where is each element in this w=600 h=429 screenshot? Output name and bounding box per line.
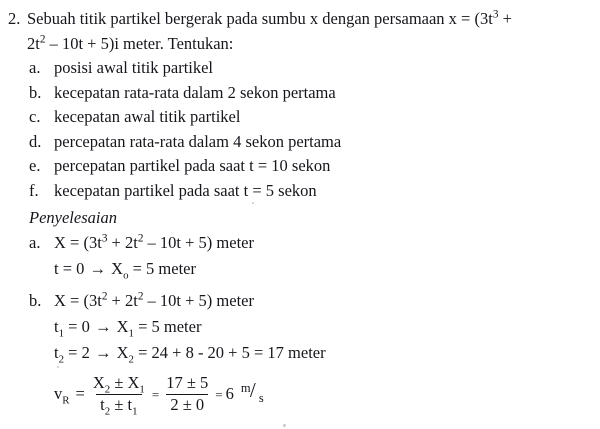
- step-a-exponent-2: 2: [137, 232, 144, 245]
- solution-step-b: [0, 288, 600, 314]
- step-a-cont-pre: t = 0: [54, 259, 89, 279]
- solution-heading: Penyelesaian: [29, 207, 117, 227]
- sub-item-text-b: kecepatan rata-rata dalam 2 sekon pertama: [54, 82, 336, 102]
- frac1-den-pre: t: [100, 394, 105, 414]
- problem-statement-row: [0, 6, 600, 56]
- fraction-numerator-1: [89, 373, 149, 396]
- sub-item-label-e: e.: [29, 156, 41, 176]
- unit-slash-icon: /: [249, 378, 256, 403]
- step-b-l2-pre: t: [54, 343, 59, 363]
- problem-number: 2.: [8, 9, 21, 28]
- problem-line2-pre: 2t: [27, 34, 40, 53]
- velocity-symbol: [54, 384, 72, 407]
- solution-step-a: [0, 230, 600, 256]
- step-b-l1-sub-2: 1: [128, 327, 134, 340]
- step-b-l1-sub-1: 1: [58, 327, 65, 340]
- list-item: [0, 105, 600, 130]
- solution-step-b-line1: [0, 314, 600, 340]
- list-item: [0, 179, 600, 204]
- step-a-cont-post: = 5 meter: [128, 259, 196, 279]
- list-item: [0, 130, 600, 155]
- unit-meters-per-second: [240, 378, 267, 407]
- fraction-displacement-over-time: [89, 373, 149, 417]
- solution-step-a-continuation: [0, 256, 600, 282]
- list-item: [0, 81, 600, 106]
- list-item: [0, 56, 600, 81]
- right-arrow-icon: →: [94, 343, 112, 363]
- step-b-l1-post: = 5 meter: [133, 317, 202, 337]
- step-a-cont-mid: X: [107, 259, 124, 279]
- problem-line2-exponent: 2: [39, 33, 46, 46]
- solution-step-b-line2: [0, 340, 600, 366]
- result-value: 6: [225, 384, 234, 404]
- list-item: [0, 154, 600, 179]
- sub-item-text-a: posisi awal titik partikel: [54, 58, 214, 77]
- problem-line1-pre: Sebuah titik partikel bergerak pada sumbu x dengan persamaan x = (3t: [27, 9, 493, 28]
- sub-item-label-b: b.: [29, 82, 42, 102]
- equals-sign-3: =: [215, 387, 223, 403]
- fraction-numerator-2: 17 ± 5: [166, 373, 209, 393]
- step-b-l2-post: = 24 + 8 - 20 + 5 = 17 meter: [133, 343, 326, 363]
- fraction-denominator-2: 2 ± 0: [166, 394, 208, 414]
- frac1-num-sub-1: 2: [104, 383, 111, 396]
- scan-speck: [283, 424, 286, 427]
- sub-item-text-c: kecepatan awal titik partikel: [54, 107, 241, 127]
- equals-sign-2: =: [151, 387, 160, 403]
- problem-block: [0, 6, 600, 417]
- right-arrow-icon: →: [89, 259, 107, 279]
- step-a-exponent-1: 3: [101, 232, 108, 245]
- step-b-l2-mid2: X: [112, 343, 129, 363]
- right-arrow-icon: →: [94, 317, 112, 337]
- problem-statement-text: [27, 6, 600, 56]
- step-label-b: b.: [29, 291, 42, 311]
- sub-item-text-f: kecepatan partikel pada saat t = 5 sekon: [54, 180, 317, 200]
- sub-item-text-e: percepatan partikel pada saat t = 10 sekon: [54, 156, 331, 176]
- step-a-eq-pre: X = (3t: [54, 233, 102, 253]
- step-label-a: a.: [29, 233, 41, 253]
- step-b-exponent-1: 2: [101, 290, 108, 303]
- step-b-eq-pre: X = (3t: [54, 291, 102, 311]
- sub-item-label-c: c.: [29, 107, 41, 127]
- sub-item-text-d: percepatan rata-rata dalam 4 sekon pertama: [54, 131, 342, 151]
- step-b-l2-mid: = 2: [64, 343, 94, 363]
- frac1-den-sub-1: 2: [104, 404, 111, 417]
- step-equation-a: [54, 230, 600, 256]
- equals-sign-1: =: [75, 384, 85, 404]
- step-b-l2-sub-2: 2: [128, 353, 134, 366]
- step-b-l1-mid2: X: [112, 317, 129, 337]
- sub-item-label-d: d.: [29, 131, 42, 151]
- fraction-denominator-1: [96, 394, 141, 417]
- velocity-subscript: R: [62, 394, 70, 407]
- sub-question-list: [0, 56, 600, 204]
- frac1-num-op: ± X: [110, 373, 140, 393]
- step-b-eq-mid: + 2t: [107, 291, 138, 311]
- step-a-eq-mid: + 2t: [107, 233, 138, 253]
- step-b-eq-post: – 10t + 5) meter: [143, 291, 254, 311]
- problem-line1-post: +: [498, 9, 512, 28]
- frac1-num-sub-2: 1: [139, 383, 145, 396]
- sub-item-label-a: a.: [29, 58, 41, 77]
- step-b-l2-sub-1: 2: [58, 353, 65, 366]
- problem-line1-exponent: 3: [492, 8, 499, 21]
- frac1-den-sub-2: 1: [132, 404, 138, 417]
- frac1-den-op: ± t: [110, 394, 133, 414]
- step-b-exponent-2: 2: [137, 290, 144, 303]
- fraction-numeric: [162, 374, 212, 414]
- sub-item-label-f: f.: [29, 180, 39, 200]
- step-a-eq-post: – 10t + 5) meter: [143, 233, 254, 253]
- step-equation-b: [54, 288, 600, 314]
- problem-line2-post: – 10t + 5)i meter. Tentukan:: [45, 34, 234, 53]
- step-b-l1-pre: t: [54, 317, 59, 337]
- frac1-num-pre: X: [92, 373, 105, 393]
- unit-numerator: m: [240, 381, 251, 396]
- step-b-l1-mid: = 0: [64, 317, 94, 337]
- step-a-subscript: o: [123, 269, 129, 282]
- velocity-var: v: [54, 384, 63, 404]
- unit-denominator: s: [258, 391, 264, 406]
- final-equation: [0, 373, 600, 417]
